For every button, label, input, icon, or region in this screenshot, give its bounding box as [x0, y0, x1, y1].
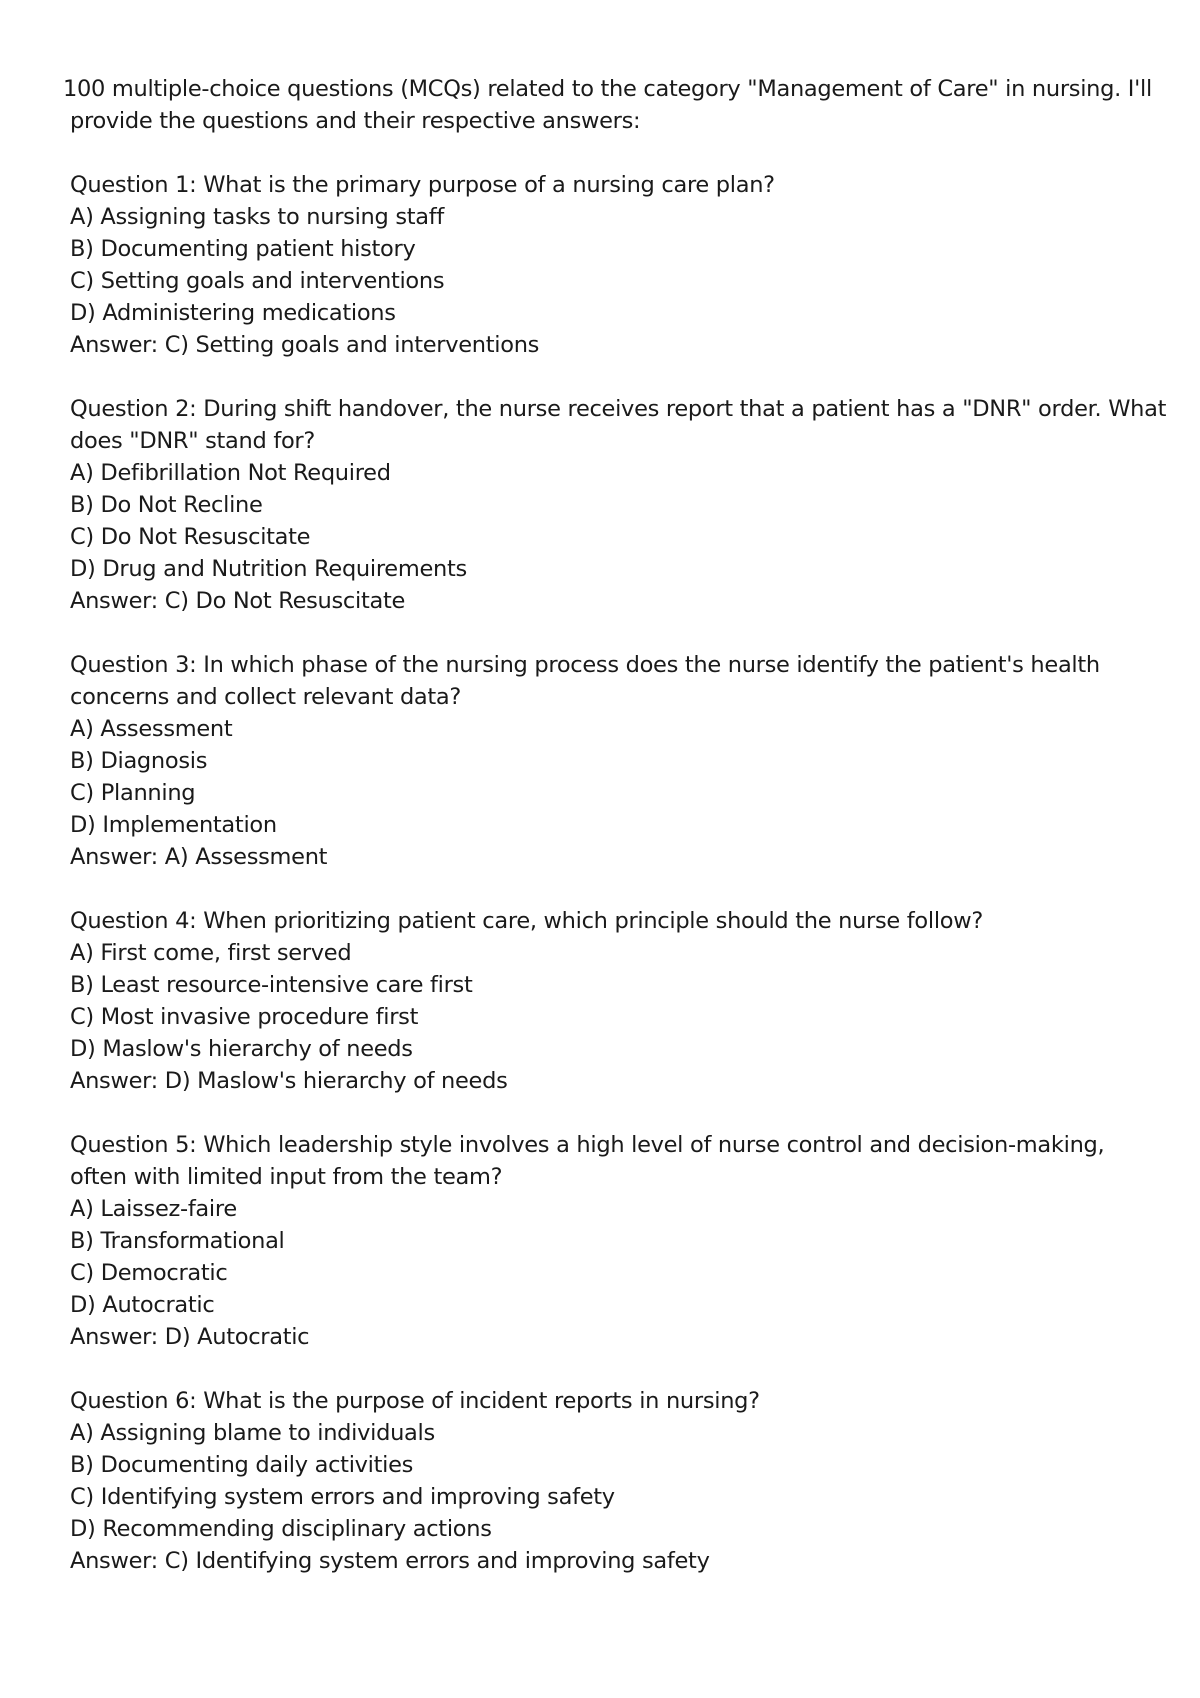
- answer-option: D) Administering medications: [70, 300, 396, 326]
- answer-option: A) Defibrillation Not Required: [70, 460, 391, 486]
- intro-line: provide the questions and their respective answers:: [70, 108, 641, 134]
- question-text: Question 5: Which leadership style involves a high level of nurse control and decision-making,: [70, 1132, 1105, 1158]
- answer-option: B) Documenting patient history: [70, 236, 416, 262]
- question-text: Question 4: When prioritizing patient care, which principle should the nurse follow?: [70, 908, 984, 934]
- question-block: [70, 169, 1150, 361]
- answer-option: A) Assigning blame to individuals: [70, 1420, 435, 1446]
- answer-option: D) Recommending disciplinary actions: [70, 1516, 492, 1542]
- answer-option: B) Do Not Recline: [70, 492, 263, 518]
- question-text: often with limited input from the team?: [70, 1164, 503, 1190]
- answer-option: D) Maslow's hierarchy of needs: [70, 1036, 413, 1062]
- answer-option: C) Planning: [70, 780, 196, 806]
- answer-option: C) Most invasive procedure first: [70, 1004, 419, 1030]
- answer-text: Answer: D) Autocratic: [70, 1324, 310, 1350]
- question-text: Question 6: What is the purpose of incident reports in nursing?: [70, 1388, 760, 1414]
- intro-line: 100 multiple-choice questions (MCQs) related to the category "Management of Care" in nursing. I'll: [63, 76, 1152, 102]
- question-text: Question 2: During shift handover, the nurse receives report that a patient has a "DNR" order. What: [70, 396, 1167, 422]
- answer-option: C) Do Not Resuscitate: [70, 524, 311, 550]
- question-text: concerns and collect relevant data?: [70, 684, 462, 710]
- answer-option: A) First come, first served: [70, 940, 352, 966]
- question-block: [70, 1385, 1150, 1577]
- question-text: Question 1: What is the primary purpose of a nursing care plan?: [70, 172, 775, 198]
- answer-text: Answer: C) Identifying system errors and improving safety: [70, 1548, 710, 1574]
- question-block: [70, 649, 1150, 873]
- question-block: [70, 905, 1150, 1097]
- answer-option: A) Assessment: [70, 716, 233, 742]
- answer-option: B) Diagnosis: [70, 748, 208, 774]
- question-block: [70, 1129, 1150, 1353]
- document-body: [63, 73, 1167, 1577]
- answer-option: B) Least resource-intensive care first: [70, 972, 473, 998]
- question-list: [70, 169, 1167, 1577]
- answer-option: D) Autocratic: [70, 1292, 215, 1318]
- answer-option: B) Documenting daily activities: [70, 1452, 414, 1478]
- answer-text: Answer: D) Maslow's hierarchy of needs: [70, 1068, 508, 1094]
- answer-option: C) Democratic: [70, 1260, 228, 1286]
- question-block: [70, 393, 1167, 617]
- question-text: Question 3: In which phase of the nursing process does the nurse identify the patient's health: [70, 652, 1100, 678]
- answer-text: Answer: A) Assessment: [70, 844, 328, 870]
- answer-option: A) Assigning tasks to nursing staff: [70, 204, 444, 230]
- answer-option: A) Laissez-faire: [70, 1196, 237, 1222]
- answer-option: D) Implementation: [70, 812, 277, 838]
- answer-option: D) Drug and Nutrition Requirements: [70, 556, 467, 582]
- answer-option: C) Identifying system errors and improving safety: [70, 1484, 615, 1510]
- answer-text: Answer: C) Setting goals and interventions: [70, 332, 540, 358]
- answer-text: Answer: C) Do Not Resuscitate: [70, 588, 406, 614]
- answer-option: C) Setting goals and interventions: [70, 268, 445, 294]
- intro-paragraph: [63, 73, 1152, 137]
- answer-option: B) Transformational: [70, 1228, 285, 1254]
- question-text: does "DNR" stand for?: [70, 428, 316, 454]
